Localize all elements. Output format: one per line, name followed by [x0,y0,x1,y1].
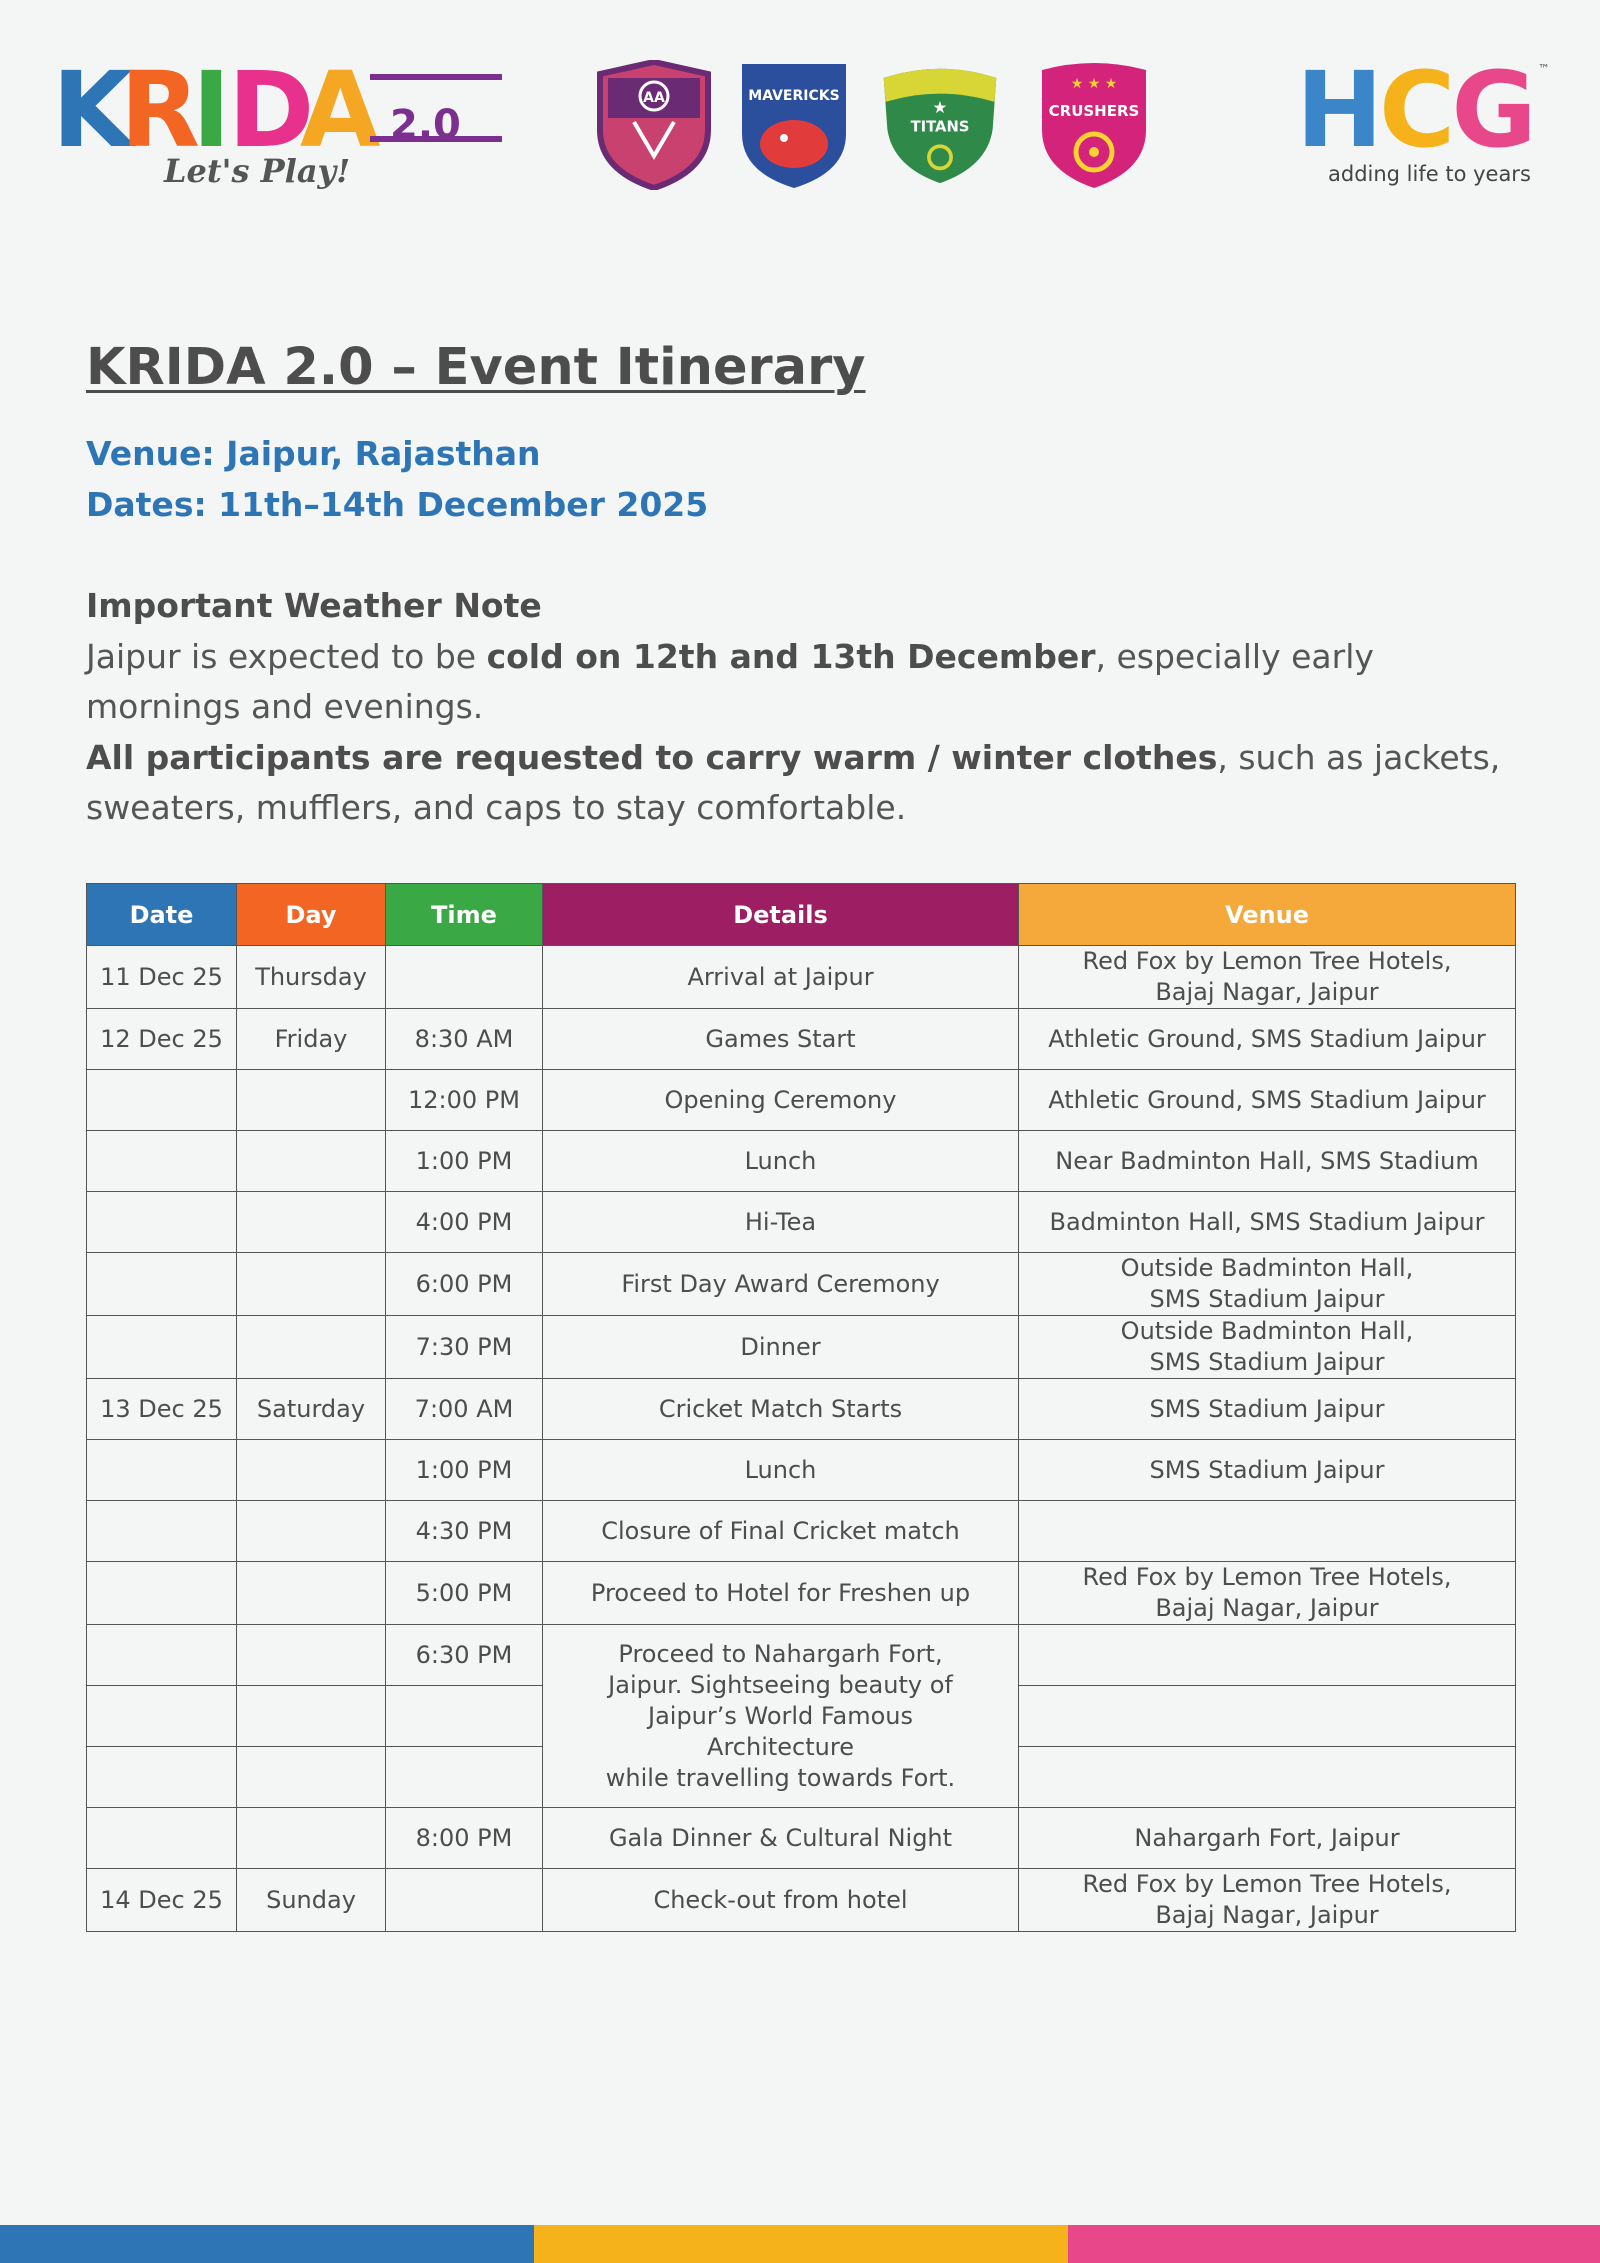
cell-details: Cricket Match Starts [543,1379,1019,1440]
cell-time: 7:30 PM [386,1316,543,1379]
cell-day [237,1501,386,1562]
cell-day: Friday [237,1009,386,1070]
table-row [87,1192,1516,1253]
cell-date [87,1562,237,1625]
note-text: , especially early mornings and evenings. [86,637,1374,726]
footer-bar-blue [0,2225,534,2263]
cell-details: Opening Ceremony [543,1070,1019,1131]
cell-day [237,1070,386,1131]
cell-time [386,1747,543,1808]
cell-details: Lunch [543,1131,1019,1192]
cell-time: 7:00 AM [386,1379,543,1440]
table-row [87,1316,1516,1379]
team-badge-cauvery-crushers [1034,60,1154,190]
cell-date [87,1070,237,1131]
cell-details: Dinner [543,1316,1019,1379]
cell-time: 5:00 PM [386,1562,543,1625]
footer-bar-pink [1068,2225,1600,2263]
page-title: KRIDA 2.0 – Event Itinerary [86,338,866,397]
cell-details: Hi-Tea [543,1192,1019,1253]
dates-line: Dates: 11th–14th December 2025 [86,485,709,524]
cell-day [237,1747,386,1808]
star-icon: ★ ★ ★ [1070,76,1118,92]
cell-date [87,1316,237,1379]
cell-venue [1019,1686,1516,1747]
table-row [87,1562,1516,1625]
footer-bar-yellow [534,2225,1068,2263]
cell-date: 11 Dec 25 [87,946,237,1009]
hcg-tagline: adding life to years [1328,162,1531,186]
cell-details: First Day Award Ceremony [543,1253,1019,1316]
cell-day: Thursday [237,946,386,1009]
table-row [87,1070,1516,1131]
table-row [87,1869,1516,1932]
cell-date [87,1686,237,1747]
team-badge-text: CRUSHERS [1048,102,1140,120]
hcg-logo [1296,49,1550,198]
weather-note-heading: Important Weather Note [86,586,542,625]
cell-venue: Near Badminton Hall, SMS Stadium [1019,1131,1516,1192]
cell-day [237,1625,386,1686]
cell-details: Games Start [543,1009,1019,1070]
cell-day: Sunday [237,1869,386,1932]
cell-date: 14 Dec 25 [87,1869,237,1932]
cell-time [386,946,543,1009]
team-badge-text: AA [643,90,665,106]
header-venue: Venue [1019,884,1516,946]
cell-day: Saturday [237,1379,386,1440]
krida-letter: K [52,49,133,171]
cell-date [87,1747,237,1808]
cell-day [237,1131,386,1192]
cell-venue [1019,1625,1516,1686]
krida-letter: A [300,49,381,171]
header-date: Date [87,884,237,946]
table-header-row [87,884,1516,946]
cell-venue: Outside Badminton Hall, SMS Stadium Jaipur [1019,1316,1516,1379]
cell-time: 6:00 PM [386,1253,543,1316]
cell-date [87,1625,237,1686]
note-text: , such as jackets, sweaters, mufflers, and caps to stay comfortable. [86,738,1501,827]
cell-venue: Red Fox by Lemon Tree Hotels, Bajaj Nagar, Jaipur [1019,1562,1516,1625]
cell-date: 12 Dec 25 [87,1009,237,1070]
cell-date [87,1808,237,1869]
team-badge-coastal-titans [880,60,1000,190]
cell-time [386,1869,543,1932]
cell-venue: Outside Badminton Hall, SMS Stadium Jaipur [1019,1253,1516,1316]
cell-venue: SMS Stadium Jaipur [1019,1379,1516,1440]
cell-time: 4:00 PM [386,1192,543,1253]
table-row [87,1131,1516,1192]
header-time: Time [386,884,543,946]
cell-details: Check-out from hotel [543,1869,1019,1932]
krida-letter: R [120,49,201,171]
cell-date [87,1192,237,1253]
table-row [87,1440,1516,1501]
table-row [87,1253,1516,1316]
cell-details: Proceed to Hotel for Freshen up [543,1562,1019,1625]
cell-time: 8:00 PM [386,1808,543,1869]
itinerary-table [86,883,1516,1932]
table-row [87,1501,1516,1562]
weather-note-paragraph-1 [86,632,1526,732]
itinerary-body [87,946,1516,1932]
team-badge-text: TITANS [910,118,970,136]
cell-time: 6:30 PM [386,1625,543,1686]
cell-time: 12:00 PM [386,1070,543,1131]
table-row [87,1009,1516,1070]
cell-day [237,1440,386,1501]
hcg-trademark: ™ [1538,62,1550,76]
krida-logo [52,49,462,198]
team-badge-maratha-mavericks [734,60,854,190]
note-emphasis: All participants are requested to carry warm / winter clothes [86,738,1218,777]
header-details: Details [543,884,1019,946]
note-text: Jaipur is expected to be [86,637,487,676]
star-icon: ★ [932,98,948,117]
cell-date [87,1131,237,1192]
cell-time: 1:00 PM [386,1131,543,1192]
cell-details: Closure of Final Cricket match [543,1501,1019,1562]
krida-version: 2.0 [390,102,461,148]
cell-day [237,1253,386,1316]
team-badge-aravalli-avengers [594,60,714,190]
cell-venue: Red Fox by Lemon Tree Hotels, Bajaj Nagar, Jaipur [1019,946,1516,1009]
weather-note-paragraph-2 [86,733,1526,833]
cell-details: Gala Dinner & Cultural Night [543,1808,1019,1869]
cell-day [237,1562,386,1625]
cell-time: 8:30 AM [386,1009,543,1070]
cell-date [87,1253,237,1316]
venue-line: Venue: Jaipur, Rajasthan [86,434,541,473]
cell-venue [1019,1501,1516,1562]
cell-day [237,1192,386,1253]
cell-details: Lunch [543,1440,1019,1501]
cell-venue: SMS Stadium Jaipur [1019,1440,1516,1501]
krida-letter: D [228,49,315,171]
cell-day [237,1808,386,1869]
header-day: Day [237,884,386,946]
table-row [87,1379,1516,1440]
cell-details: Arrival at Jaipur [543,946,1019,1009]
cell-details: Proceed to Nahargarh Fort, Jaipur. Sightseeing beauty of Jaipur’s World Famous Architecture while travelling towards Fort. [543,1625,1019,1808]
cell-time: 4:30 PM [386,1501,543,1562]
krida-letter: I [192,49,231,171]
cell-venue: Nahargarh Fort, Jaipur [1019,1808,1516,1869]
table-row [87,946,1516,1009]
hcg-wordmark: HCG [1296,49,1533,171]
cell-day [237,1316,386,1379]
cell-day [237,1686,386,1747]
cell-venue: Badminton Hall, SMS Stadium Jaipur [1019,1192,1516,1253]
cell-time: 1:00 PM [386,1440,543,1501]
cell-venue: Red Fox by Lemon Tree Hotels, Bajaj Nagar, Jaipur [1019,1869,1516,1932]
team-badge-text: MAVERICKS [748,88,840,104]
cell-venue [1019,1747,1516,1808]
cell-date [87,1440,237,1501]
cell-venue: Athletic Ground, SMS Stadium Jaipur [1019,1070,1516,1131]
cell-time [386,1686,543,1747]
table-row [87,1808,1516,1869]
krida-tagline: Let's Play! [164,152,351,190]
cell-date: 13 Dec 25 [87,1379,237,1440]
table-row [87,1625,1516,1686]
cell-venue: Athletic Ground, SMS Stadium Jaipur [1019,1009,1516,1070]
cell-date [87,1501,237,1562]
note-emphasis: cold on 12th and 13th December [486,637,1096,676]
